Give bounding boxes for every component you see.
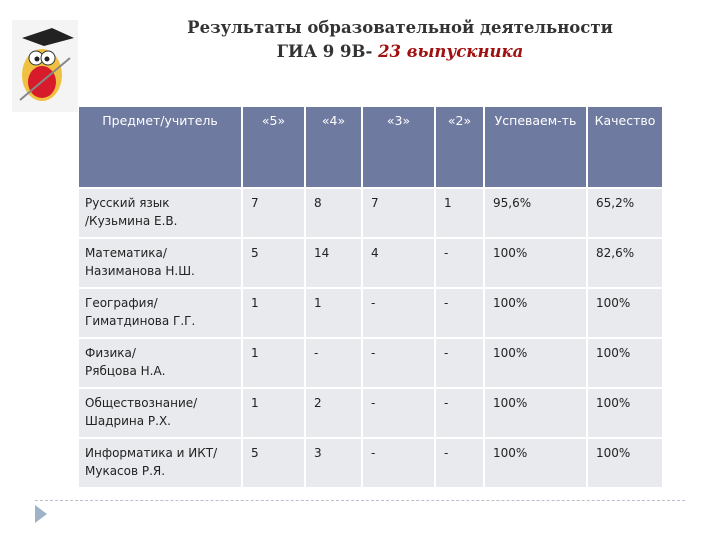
subject-cell	[79, 288, 242, 338]
bullet-arrow-icon	[35, 505, 47, 523]
value-cell: 7	[242, 188, 305, 238]
value-cell: 8	[305, 188, 362, 238]
graduates-count: 23 выпускника	[378, 42, 524, 61]
value-cell: 1	[305, 288, 362, 338]
subject-cell	[79, 188, 242, 238]
owl-logo-icon	[12, 20, 78, 112]
value-cell: 5	[242, 238, 305, 288]
teacher-name: /Кузьмина Е.В.	[85, 214, 178, 228]
column-header: «5»	[242, 107, 305, 188]
title-class: ГИА 9 9В-	[276, 42, 379, 61]
teacher-name: Мукасов Р.Я.	[85, 464, 166, 478]
value-cell: -	[362, 388, 435, 438]
value-cell: -	[435, 338, 484, 388]
subject-name: Информатика и ИКТ/	[85, 446, 218, 460]
value-cell: -	[362, 338, 435, 388]
divider	[35, 500, 685, 501]
table-row	[79, 238, 663, 288]
value-cell: 1	[242, 288, 305, 338]
value-cell: 65,2%	[587, 188, 663, 238]
subject-name: Русский язык	[85, 196, 170, 210]
subject-name: Обществознание/	[85, 396, 198, 410]
teacher-name: Шадрина Р.Х.	[85, 414, 171, 428]
table-row	[79, 338, 663, 388]
value-cell: 100%	[587, 338, 663, 388]
value-cell: 82,6%	[587, 238, 663, 288]
value-cell: 14	[305, 238, 362, 288]
value-cell: -	[435, 238, 484, 288]
column-header: «3»	[362, 107, 435, 188]
subject-cell	[79, 338, 242, 388]
subject-cell	[79, 238, 242, 288]
subject-cell	[79, 438, 242, 488]
value-cell: 4	[362, 238, 435, 288]
value-cell: 100%	[484, 438, 587, 488]
value-cell: -	[435, 288, 484, 338]
results-table	[79, 107, 664, 489]
header-row	[79, 107, 663, 188]
value-cell: 100%	[484, 288, 587, 338]
title-line-2	[100, 40, 700, 64]
value-cell: -	[305, 338, 362, 388]
column-header: Качество	[587, 107, 663, 188]
value-cell: 100%	[587, 438, 663, 488]
table-row	[79, 388, 663, 438]
teacher-name: Рябцова Н.А.	[85, 364, 166, 378]
value-cell: -	[435, 388, 484, 438]
value-cell: 100%	[484, 338, 587, 388]
value-cell: 1	[435, 188, 484, 238]
value-cell: 7	[362, 188, 435, 238]
table-row	[79, 188, 663, 238]
column-header: Успеваем-ть	[484, 107, 587, 188]
title-line-1: Результаты образовательной деятельности	[187, 18, 613, 37]
column-header: «4»	[305, 107, 362, 188]
value-cell: -	[362, 288, 435, 338]
column-header: Предмет/учитель	[79, 107, 242, 188]
column-header: «2»	[435, 107, 484, 188]
subject-name: География/	[85, 296, 158, 310]
teacher-name: Гиматдинова Г.Г.	[85, 314, 196, 328]
value-cell: 95,6%	[484, 188, 587, 238]
table-row	[79, 438, 663, 488]
value-cell: 100%	[484, 388, 587, 438]
value-cell: 1	[242, 388, 305, 438]
value-cell: 5	[242, 438, 305, 488]
value-cell: 100%	[587, 288, 663, 338]
value-cell: 100%	[587, 388, 663, 438]
teacher-name: Назиманова Н.Ш.	[85, 264, 195, 278]
subject-name: Физика/	[85, 346, 136, 360]
slide-title	[100, 16, 700, 64]
subject-cell	[79, 388, 242, 438]
value-cell: -	[362, 438, 435, 488]
value-cell: 1	[242, 338, 305, 388]
table-row	[79, 288, 663, 338]
value-cell: -	[435, 438, 484, 488]
value-cell: 2	[305, 388, 362, 438]
value-cell: 100%	[484, 238, 587, 288]
subject-name: Математика/	[85, 246, 167, 260]
value-cell: 3	[305, 438, 362, 488]
